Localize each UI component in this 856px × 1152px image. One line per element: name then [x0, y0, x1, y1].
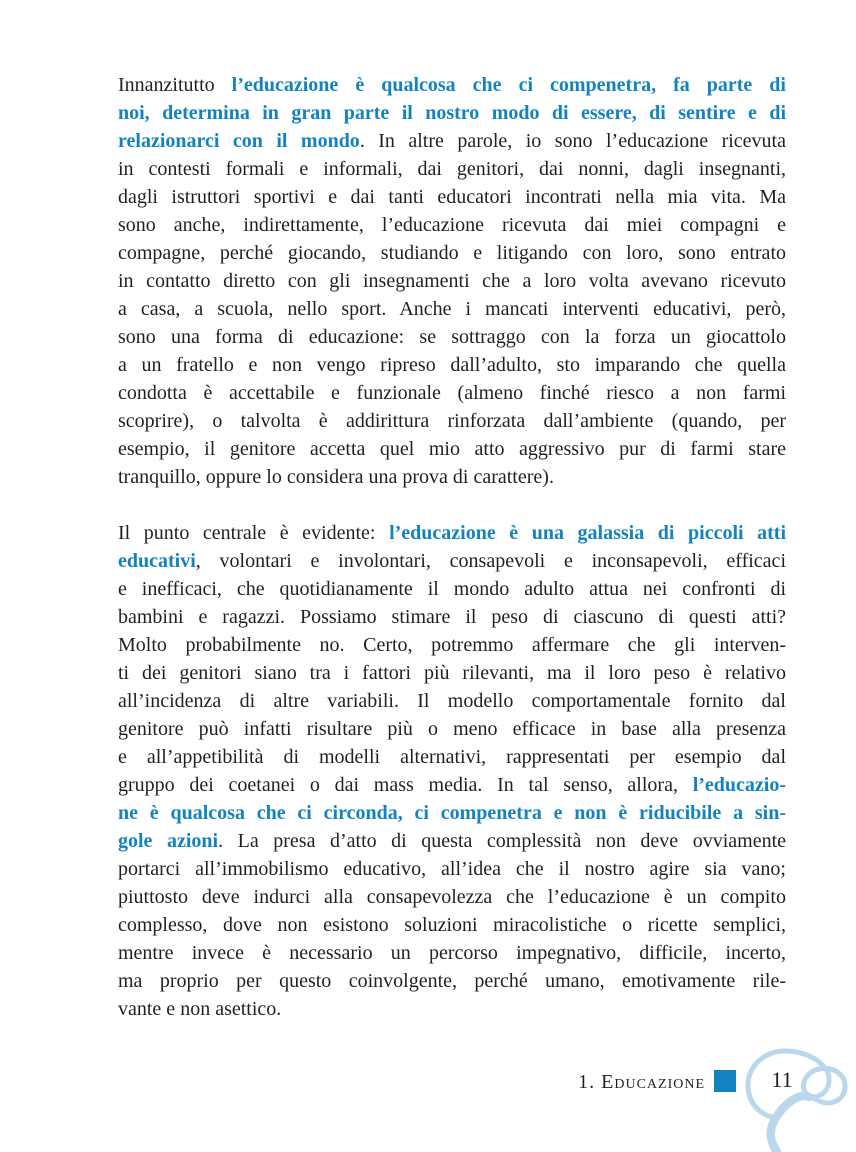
body-text: ti dei genitori siano tra i fattori più rilevanti, ma il loro peso è relativo — [118, 662, 786, 684]
text-line — [118, 211, 786, 239]
text-line — [118, 939, 786, 967]
body-text: . In altre parole, io sono l’educazione ricevuta — [359, 130, 786, 152]
text-line — [118, 155, 786, 183]
body-text: scoprire), o talvolta è addirittura rinforzata dall’ambiente (quando, per — [118, 410, 786, 432]
body-text: , volontari e involontari, consapevoli e inconsapevoli, efficaci — [195, 550, 786, 572]
body-text: in contatto diretto con gli insegnamenti che a loro volta avevano ricevuto — [118, 270, 786, 292]
body-text: portarci all’immobilismo educativo, all’idea che il nostro agire sia vano; — [118, 858, 786, 880]
body-text: mentre invece è necessario un percorso impegnativo, difficile, incerto, — [118, 942, 786, 964]
body-text: a un fratello e non vengo ripreso dall’adulto, sto imparando che quella — [118, 354, 786, 376]
highlighted-text: gole azioni — [118, 830, 219, 852]
text-line — [118, 967, 786, 995]
text-line — [118, 687, 786, 715]
highlighted-text: ne è qualcosa che ci circonda, ci compenetra e non è riducibile a sin- — [118, 802, 786, 824]
text-line — [118, 995, 786, 1023]
body-text: dagli istruttori sportivi e dai tanti educatori incontrati nella mia vita. Ma — [118, 186, 786, 208]
highlighted-text: relazionarci con il mondo — [118, 130, 360, 152]
text-line — [118, 603, 786, 631]
body-text: esempio, il genitore accetta quel mio atto aggressivo pur di farmi stare — [118, 438, 786, 460]
text-line — [118, 855, 786, 883]
paragraph — [118, 519, 786, 1023]
text-line — [118, 519, 786, 547]
text-line — [118, 631, 786, 659]
highlighted-text: noi, determina in gran parte il nostro modo di essere, di sentire e di — [118, 102, 786, 124]
body-text: compagne, perché giocando, studiando e litigando con loro, sono entrato — [118, 242, 786, 264]
body-text: bambini e ragazzi. Possiamo stimare il peso di ciascuno di questi atti? — [118, 606, 786, 628]
chapter-label: 1. Educazione — [578, 1071, 705, 1093]
body-text: . La presa d’atto di questa complessità non deve ovviamente — [218, 830, 787, 852]
text-line — [118, 71, 786, 99]
ribbon-tail-stroke — [771, 1096, 809, 1152]
body-text: sono una forma di educazione: se sottraggo con la forza un giocattolo — [118, 326, 786, 348]
text-line — [118, 267, 786, 295]
page-number: 11 — [771, 1067, 793, 1092]
text-line — [118, 407, 786, 435]
text-line — [118, 799, 786, 827]
body-text: ma proprio per questo coinvolgente, perché umano, emotivamente rile- — [118, 970, 786, 992]
text-line — [118, 323, 786, 351]
text-line — [118, 351, 786, 379]
text-line — [118, 295, 786, 323]
text-line — [118, 743, 786, 771]
text-line — [118, 547, 786, 575]
body-text: vante e non asettico. — [118, 998, 282, 1020]
highlighted-text: educativi — [118, 550, 196, 572]
body-text: Il punto centrale è evidente: — [118, 522, 390, 544]
text-line — [118, 659, 786, 687]
body-text: a casa, a scuola, nello sport. Anche i mancati interventi educativi, però, — [118, 298, 786, 320]
text-line — [118, 239, 786, 267]
body-text: piuttosto deve indurci alla consapevolezza che l’educazione è un compito — [118, 886, 786, 908]
body-text: genitore può infatti risultare più o meno efficace in base alla presenza — [118, 718, 786, 740]
text-line — [118, 463, 786, 491]
body-text: e all’appetibilità di modelli alternativi, rappresentati per esempio dal — [118, 746, 786, 768]
text-line — [118, 575, 786, 603]
text-line — [118, 771, 786, 799]
body-text: in contesti formali e informali, dai genitori, dai nonni, dagli insegnanti, — [118, 158, 786, 180]
body-text: all’incidenza di altre variabili. Il modello comportamentale fornito dal — [118, 690, 786, 712]
paragraph — [118, 71, 786, 491]
body-text: Molto probabilmente no. Certo, potremmo affermare che gli interven- — [118, 634, 786, 656]
body-text: gruppo dei coetanei o dai mass media. In tal senso, allora, — [118, 774, 693, 796]
body-text: sono anche, indirettamente, l’educazione ricevuta dai miei compagni e — [118, 214, 786, 236]
text-line — [118, 715, 786, 743]
text-line — [118, 379, 786, 407]
text-line — [118, 435, 786, 463]
body-text: e inefficaci, che quotidianamente il mondo adulto attua nei confronti di — [118, 578, 786, 600]
highlighted-text: l’educazio- — [692, 774, 786, 796]
text-line — [118, 883, 786, 911]
chapter-marker-square-icon — [714, 1070, 736, 1092]
body-text: Innanzitutto — [118, 74, 232, 96]
text-block — [118, 71, 786, 1051]
body-text: tranquillo, oppure lo considera una prova di carattere). — [118, 466, 554, 488]
highlighted-text: l’educazione è qualcosa che ci compenetra, fa parte di — [231, 74, 786, 96]
body-text: condotta è accettabile e funzionale (almeno finché riesco a non farmi — [118, 382, 786, 404]
text-line — [118, 99, 786, 127]
ribbon-main-stroke — [748, 1051, 845, 1152]
text-line — [118, 827, 786, 855]
text-line — [118, 127, 786, 155]
highlighted-text: l’educazione è una galassia di piccoli atti — [389, 522, 787, 544]
text-line — [118, 183, 786, 211]
body-text: complesso, dove non esistono soluzioni miracolistiche o ricette semplici, — [118, 914, 786, 936]
text-line — [118, 911, 786, 939]
